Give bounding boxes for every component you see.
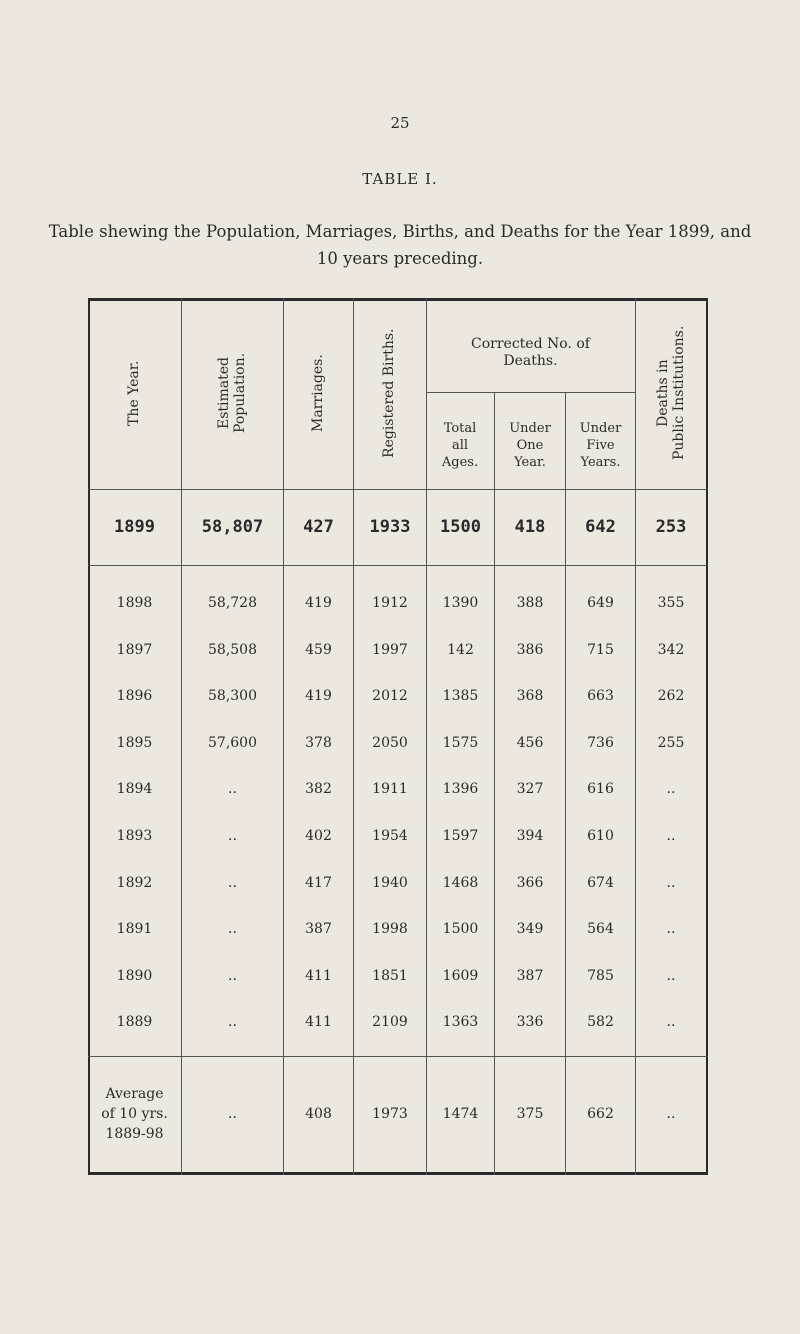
cell-population: 58,728 <box>208 595 257 611</box>
cell-marriages: 408 <box>305 1106 332 1122</box>
cell-population: .. <box>228 874 237 891</box>
cell-institutions: .. <box>666 781 676 798</box>
header-rule <box>88 489 708 490</box>
cell-births: 2109 <box>372 1014 408 1031</box>
cell-year: 1897 <box>116 641 153 658</box>
cell-under-five: 582 <box>587 1014 614 1031</box>
cell-total: 1597 <box>442 828 479 844</box>
cell-total: 1468 <box>442 874 479 891</box>
cell-marriages: 387 <box>305 921 332 938</box>
cell-under-five: 662 <box>587 1106 614 1122</box>
cell-under-five: 674 <box>587 874 614 891</box>
cell-total: 1396 <box>442 781 479 798</box>
cell-institutions: 262 <box>657 688 685 705</box>
cell-institutions: 355 <box>657 595 685 611</box>
cell-births: 1954 <box>372 828 408 844</box>
cell-institutions: .. <box>666 874 676 891</box>
cell-births: 2050 <box>372 734 408 751</box>
cell-year: 1889 <box>116 1014 153 1031</box>
header-registered-births: Registered Births. <box>381 328 397 458</box>
cell-under-five: 649 <box>587 595 614 611</box>
cell-under-one: 375 <box>516 1106 544 1122</box>
table-right-border <box>706 298 708 1175</box>
cell-marriages: 411 <box>305 1014 332 1031</box>
cell-year: 1892 <box>116 874 153 891</box>
cell-population: .. <box>228 781 237 798</box>
cell-total: 1609 <box>442 967 479 984</box>
cell-under-five: 736 <box>587 734 614 751</box>
cell-total: 1575 <box>442 734 479 751</box>
cell-under-one: 456 <box>516 734 544 751</box>
cell-marriages: 417 <box>305 874 332 891</box>
cell-births: 1997 <box>372 641 408 658</box>
cell-year: Average of 10 yrs. 1889-98 <box>101 1086 168 1142</box>
cell-marriages: 419 <box>305 688 332 705</box>
cell-institutions: .. <box>666 828 676 844</box>
header-under-five-years: Under Five Years. <box>579 421 622 470</box>
cell-under-one: 366 <box>516 874 544 891</box>
cell-year: 1896 <box>116 688 153 705</box>
cell-population: .. <box>228 1106 237 1122</box>
group-header-rule <box>426 392 635 393</box>
cell-population: 57,600 <box>208 734 257 751</box>
cell-population: .. <box>228 967 237 984</box>
table-title: TABLE I. <box>362 170 438 188</box>
cell-births: 1973 <box>372 1106 408 1122</box>
cell-year: 1899 <box>114 517 155 537</box>
average-row-rule <box>88 1056 708 1057</box>
cell-institutions: .. <box>666 1014 676 1031</box>
cell-population: 58,508 <box>208 641 257 658</box>
cell-institutions: 255 <box>657 734 685 751</box>
cell-under-five: 785 <box>587 967 614 984</box>
cell-population: 58,807 <box>201 517 264 537</box>
cell-under-one: 327 <box>516 781 544 798</box>
cell-under-one: 387 <box>516 967 544 984</box>
cell-under-one: 336 <box>516 1014 544 1031</box>
cell-births: 1912 <box>372 595 408 611</box>
cell-total: 1474 <box>442 1106 479 1122</box>
header-under-one-year: Under One Year. <box>509 421 551 470</box>
cell-marriages: 459 <box>305 641 332 658</box>
cell-year: 1894 <box>116 781 153 798</box>
cell-births: 1851 <box>372 967 408 984</box>
cell-under-one: 388 <box>516 595 544 611</box>
cell-births: 1940 <box>372 874 408 891</box>
header-total-all-ages: Total all Ages. <box>441 421 479 470</box>
cell-under-five: 642 <box>585 517 616 537</box>
header-year: The Year. <box>126 360 142 426</box>
cell-year: 1890 <box>116 967 153 984</box>
cell-year: 1893 <box>116 828 153 844</box>
cell-institutions: .. <box>666 967 676 984</box>
cell-total: 1390 <box>442 595 479 611</box>
cell-total: 1363 <box>442 1014 479 1031</box>
statistics-table <box>88 298 708 1176</box>
cell-under-one: 394 <box>516 828 544 844</box>
cell-under-five: 564 <box>587 921 614 938</box>
cell-population: .. <box>228 828 237 844</box>
cell-marriages: 411 <box>305 967 332 984</box>
cell-year: 1898 <box>116 595 153 611</box>
cell-under-one: 418 <box>514 517 546 537</box>
cell-total: 142 <box>447 641 474 658</box>
cell-births: 1998 <box>372 921 408 938</box>
header-population: Estimated Population. <box>216 352 248 434</box>
cell-marriages: 382 <box>305 781 332 798</box>
cell-total: 1500 <box>442 921 479 938</box>
cell-under-one: 368 <box>516 688 544 705</box>
cell-population: .. <box>228 921 237 938</box>
cell-institutions: .. <box>666 921 676 938</box>
header-corrected-deaths: Corrected No. of Deaths. <box>471 336 590 369</box>
page-number: 25 <box>390 114 410 132</box>
cell-year: 1891 <box>116 921 153 938</box>
cell-population: .. <box>228 1014 237 1031</box>
cell-under-one: 386 <box>516 641 544 658</box>
cell-under-one: 349 <box>516 921 544 938</box>
cell-marriages: 378 <box>305 734 332 751</box>
cell-population: 58,300 <box>208 688 257 705</box>
cell-total: 1385 <box>442 688 479 705</box>
header-public-institutions: Deaths in Public Institutions. <box>655 325 687 461</box>
cell-births: 1911 <box>372 781 408 798</box>
cell-marriages: 402 <box>305 828 332 844</box>
table-caption: Table shewing the Population, Marriages, Births, and Deaths for the Year 1899, and 10 years preceding. <box>48 222 752 268</box>
cell-marriages: 427 <box>303 517 334 537</box>
cell-institutions: 342 <box>657 641 685 658</box>
cell-marriages: 419 <box>305 595 332 611</box>
cell-total: 1500 <box>440 517 481 537</box>
cell-births: 2012 <box>372 688 408 705</box>
cell-under-five: 663 <box>587 688 614 705</box>
cell-under-five: 610 <box>587 828 614 844</box>
cell-institutions: 253 <box>655 517 687 537</box>
cell-under-five: 616 <box>587 781 614 798</box>
header-marriages: Marriages. <box>310 354 326 432</box>
cell-births: 1933 <box>369 517 411 537</box>
current-row-rule <box>88 565 708 566</box>
cell-under-five: 715 <box>587 641 614 658</box>
cell-institutions: .. <box>666 1106 676 1122</box>
cell-year: 1895 <box>116 734 153 751</box>
